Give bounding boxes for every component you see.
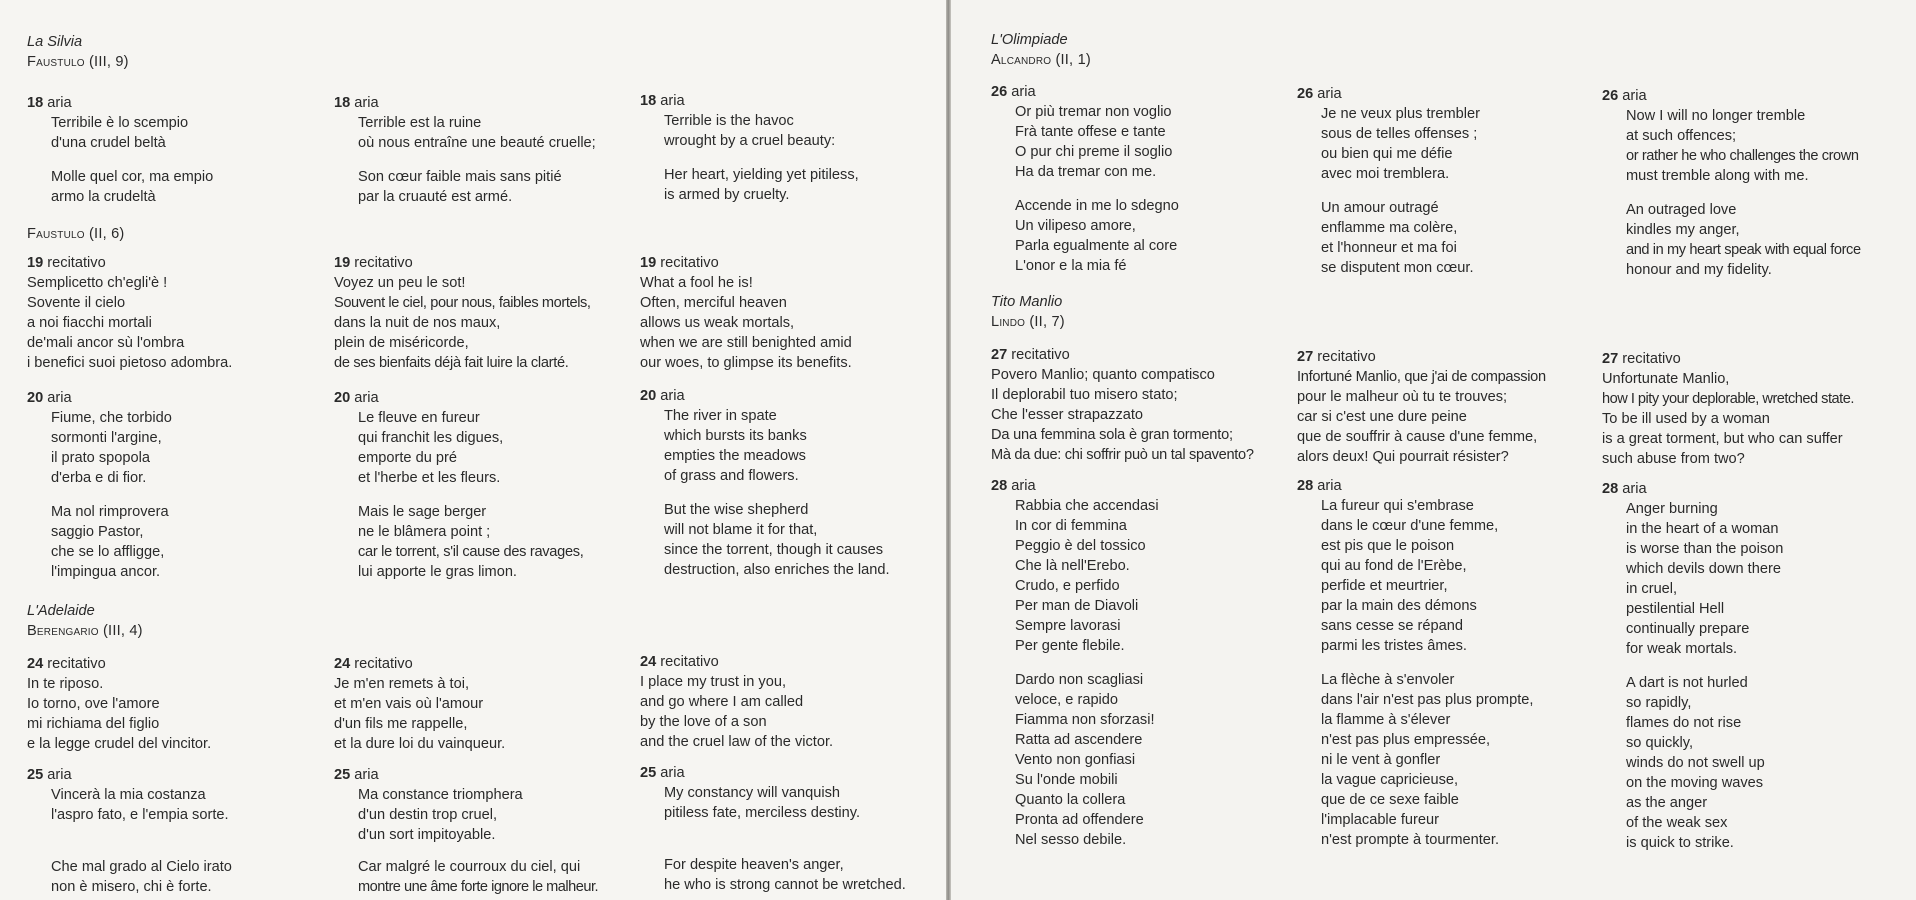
verse-line: de ses bienfaits déjà fait luire la clarté. [334, 355, 569, 371]
number-label: 18 [27, 95, 44, 111]
verse-line: l'impingua ancor. [51, 564, 161, 580]
verse-line: Che l'esser strapazzato [991, 407, 1144, 423]
verse-line: A dart is not hurled [1626, 675, 1748, 691]
verse-line: of grass and flowers. [664, 468, 799, 484]
number-25-aria [334, 765, 639, 845]
verse-line: pitiless fate, merciless destiny. [664, 805, 861, 821]
verse-line: Terrible est la ruine [358, 115, 482, 131]
verse-line: pestilential Hell [1626, 601, 1725, 617]
verse-line: n'est pas plus empressée, [1321, 732, 1491, 748]
verse-line: et l'honneur et ma foi [1321, 240, 1457, 256]
verse-line: et la dure loi du vainqueur. [334, 736, 506, 752]
verse-line: Car malgré le courroux du ciel, qui [358, 859, 581, 875]
number-27-recitativo [1297, 347, 1601, 467]
number-label: 24 [27, 656, 44, 672]
number-label: 26 [1297, 86, 1314, 102]
number-type: aria [1011, 478, 1036, 494]
verse-line: wrought by a cruel beauty: [664, 133, 836, 149]
number-27-recitativo [991, 345, 1291, 465]
section-la-silvia-header [27, 32, 327, 72]
verse-line: Mais le sage berger [358, 504, 487, 520]
verse-line: La fureur qui s'embrase [1321, 498, 1474, 514]
verse-line: Vento non gonfiasi [1015, 752, 1136, 768]
verse-line: by the love of a son [640, 714, 767, 730]
verse-line: Fiume, che torbido [51, 410, 172, 426]
verse-line: emporte du pré [358, 450, 457, 466]
number-25-aria-stanza-2 [640, 855, 940, 895]
number-type: aria [660, 93, 685, 109]
verse-line: sormonti l'argine, [51, 430, 162, 446]
verse-line: saggio Pastor, [51, 524, 144, 540]
verse-line: dans la nuit de nos maux, [334, 315, 501, 331]
number-type: aria [1622, 88, 1647, 104]
verse-line: is worse than the poison [1626, 541, 1784, 557]
verse-line: montre une âme forte ignore le malheur. [358, 879, 599, 895]
number-type: aria [660, 388, 685, 404]
verse-line: destruction, also enriches the land. [664, 562, 890, 578]
verse-line: What a fool he is! [640, 275, 753, 291]
verse-line: and the cruel law of the victor. [640, 734, 834, 750]
right-english-column [1602, 0, 1912, 900]
number-type: aria [660, 765, 685, 781]
number-20-aria [27, 388, 327, 582]
verse-line: e la legge crudel del vincitor. [27, 736, 212, 752]
verse-line: est pis que le poison [1321, 538, 1455, 554]
number-label: 18 [640, 93, 657, 109]
verse-line: dans le cœur d'une femme, [1321, 518, 1499, 534]
number-19-recitativo [640, 253, 940, 373]
verse-line: sous de telles offenses ; [1321, 126, 1478, 142]
verse-line: où nous entraîne une beauté cruelle; [358, 135, 596, 151]
verse-line: Su l'onde mobili [1015, 772, 1118, 788]
verse-line: et l'herbe et les fleurs. [358, 470, 501, 486]
number-28-aria [991, 476, 1291, 850]
verse-line: Povero Manlio; quanto compatisco [991, 367, 1215, 383]
number-label: 20 [27, 390, 44, 406]
verse-line: Son cœur faible mais sans pitié [358, 169, 562, 185]
verse-line: Fiamma non sforzasi! [1015, 712, 1155, 728]
character-label: Lindo (II, 7) [991, 314, 1065, 330]
section-l-adelaide-header [27, 601, 327, 641]
number-label: 25 [334, 767, 351, 783]
verse-line: our woes, to glimpse its benefits. [640, 355, 852, 371]
verse-line: In cor di femmina [1015, 518, 1127, 534]
verse-line: so rapidly, [1626, 695, 1692, 711]
verse-line: Rabbia che accendasi [1015, 498, 1159, 514]
number-type: recitativo [1622, 351, 1681, 367]
verse-line: d'un sort impitoyable. [358, 827, 496, 843]
verse-line: In te riposo. [27, 676, 104, 692]
verse-line: se disputent mon cœur. [1321, 260, 1474, 276]
right-french-column [1297, 0, 1601, 900]
verse-line: But the wise shepherd [664, 502, 809, 518]
verse-line: pour le malheur où tu te trouves; [1297, 389, 1508, 405]
left-french-column [334, 0, 639, 900]
verse-line: For despite heaven's anger, [664, 857, 844, 873]
number-27-recitativo [1602, 349, 1912, 469]
number-18-aria [27, 93, 327, 207]
verse-line: on the moving waves [1626, 775, 1764, 791]
number-type: recitativo [660, 255, 719, 271]
verse-line: for weak mortals. [1626, 641, 1738, 657]
verse-line: empties the meadows [664, 448, 806, 464]
verse-line: Ha da tremar con me. [1015, 164, 1157, 180]
verse-line: Per man de Diavoli [1015, 598, 1139, 614]
number-28-aria [1602, 479, 1912, 853]
number-label: 27 [1602, 351, 1619, 367]
verse-line: which devils down there [1626, 561, 1781, 577]
verse-line: d'un destin trop cruel, [358, 807, 498, 823]
verse-line: Ratta ad ascendere [1015, 732, 1143, 748]
verse-line: is quick to strike. [1626, 835, 1734, 851]
verse-line: perfide et meurtrier, [1321, 578, 1448, 594]
verse-line: veloce, e rapido [1015, 692, 1119, 708]
verse-line: continually prepare [1626, 621, 1750, 637]
character-label: Faustulo (III, 9) [27, 54, 129, 70]
number-label: 28 [1297, 478, 1314, 494]
verse-line: how I pity your deplorable, wretched state. [1602, 391, 1854, 407]
verse-line: Le fleuve en fureur [358, 410, 480, 426]
verse-line: Accende in me lo sdegno [1015, 198, 1179, 214]
verse-line: la flamme à s'élever [1321, 712, 1451, 728]
section-tito-manlio-header [991, 292, 1291, 332]
verse-line: mi richiama del figlio [27, 716, 160, 732]
number-label: 28 [991, 478, 1008, 494]
number-type: aria [1317, 86, 1342, 102]
verse-line: so quickly, [1626, 735, 1694, 751]
verse-line: ne le blâmera point ; [358, 524, 491, 540]
number-24-recitativo [640, 652, 940, 752]
opera-title: La Silvia [27, 34, 83, 50]
verse-line: honour and my fidelity. [1626, 262, 1772, 278]
verse-line: Parla egualmente al core [1015, 238, 1178, 254]
verse-line: Dardo non scagliasi [1015, 672, 1144, 688]
verse-line: Or più tremar non voglio [1015, 104, 1172, 120]
verse-line: enflamme ma colère, [1321, 220, 1458, 236]
verse-line: avec moi tremblera. [1321, 166, 1450, 182]
number-label: 19 [640, 255, 657, 271]
verse-line: is armed by cruelty. [664, 187, 790, 203]
number-label: 19 [27, 255, 44, 271]
number-type: recitativo [47, 656, 106, 672]
verse-line: a noi fiacchi mortali [27, 315, 152, 331]
verse-line: non è misero, chi è forte. [51, 879, 212, 895]
verse-line: winds do not swell up [1626, 755, 1765, 771]
number-24-recitativo [334, 654, 639, 754]
number-type: recitativo [354, 656, 413, 672]
number-type: aria [354, 95, 379, 111]
verse-line: flames do not rise [1626, 715, 1742, 731]
number-type: aria [1317, 478, 1342, 494]
verse-line: L'onor e la mia fé [1015, 258, 1127, 274]
verse-line: Semplicetto ch'egli'è ! [27, 275, 168, 291]
verse-line: ou bien qui me défie [1321, 146, 1453, 162]
number-28-aria [1297, 476, 1601, 850]
verse-line: d'un fils me rappelle, [334, 716, 468, 732]
verse-line: Unfortunate Manlio, [1602, 371, 1730, 387]
number-type: recitativo [1317, 349, 1376, 365]
number-label: 19 [334, 255, 351, 271]
number-label: 18 [334, 95, 351, 111]
number-18-aria [640, 91, 940, 205]
verse-line: Pronta ad offendere [1015, 812, 1144, 828]
number-label: 20 [334, 390, 351, 406]
verse-line: Je m'en remets à toi, [334, 676, 469, 692]
verse-line: Often, merciful heaven [640, 295, 787, 311]
verse-line: car si c'est une dure peine [1297, 409, 1467, 425]
character-label [27, 224, 327, 244]
verse-line: dans l'air n'est pas plus prompte, [1321, 692, 1534, 708]
verse-line: plein de miséricorde, [334, 335, 469, 351]
verse-line: Ma constance triomphera [358, 787, 523, 803]
verse-line: Il deplorabil tuo misero stato; [991, 387, 1178, 403]
number-label: 27 [1297, 349, 1314, 365]
verse-line: Je ne veux plus trembler [1321, 106, 1480, 122]
verse-line: Sovente il cielo [27, 295, 126, 311]
verse-line: Peggio è del tossico [1015, 538, 1146, 554]
verse-line: Voyez un peu le sot! [334, 275, 466, 291]
right-italian-column [991, 0, 1291, 900]
verse-line: since the torrent, though it causes [664, 542, 884, 558]
verse-line: Her heart, yielding yet pitiless, [664, 167, 859, 183]
verse-line: of the weak sex [1626, 815, 1728, 831]
verse-line: or rather he who challenges the crown [1626, 148, 1859, 164]
character-label: Berengario (III, 4) [27, 623, 143, 639]
number-type: recitativo [47, 255, 106, 271]
verse-line: lui apporte le gras limon. [358, 564, 517, 580]
verse-line: n'est prompte à tourmenter. [1321, 832, 1500, 848]
number-19-recitativo [27, 253, 327, 373]
number-26-aria [1602, 86, 1912, 280]
verse-line: d'una crudel beltà [51, 135, 166, 151]
number-25-aria-stanza-2 [27, 857, 327, 897]
verse-line: O pur chi preme il soglio [1015, 144, 1173, 160]
opera-title: L'Olimpiade [991, 32, 1068, 48]
verse-line: Che là nell'Erebo. [1015, 558, 1130, 574]
character-label: Alcandro (II, 1) [991, 52, 1091, 68]
number-25-aria [640, 763, 940, 823]
verse-line: Un amour outragé [1321, 200, 1439, 216]
verse-line: de'mali ancor sù l'ombra [27, 335, 185, 351]
verse-line: Infortuné Manlio, que j'ai de compassion [1297, 369, 1546, 385]
verse-line: must tremble along with me. [1626, 168, 1809, 184]
number-25-aria [27, 765, 327, 825]
verse-line: as the anger [1626, 795, 1708, 811]
number-20-aria [334, 388, 639, 582]
number-26-aria [991, 82, 1291, 276]
verse-line: Per gente flebile. [1015, 638, 1125, 654]
number-label: 27 [991, 347, 1008, 363]
verse-line: when we are still benighted amid [640, 335, 852, 351]
verse-line: in cruel, [1626, 581, 1678, 597]
verse-line: will not blame it for that, [664, 522, 818, 538]
verse-line: Vincerà la mia costanza [51, 787, 206, 803]
number-label: 25 [640, 765, 657, 781]
verse-line: I place my trust in you, [640, 674, 786, 690]
verse-line: l'implacable fureur [1321, 812, 1439, 828]
number-type: recitativo [354, 255, 413, 271]
verse-line: que de souffrir à cause d'une femme, [1297, 429, 1538, 445]
opera-title: L'Adelaide [27, 603, 95, 619]
verse-line: The river in spate [664, 408, 777, 424]
verse-line: par la cruauté est armé. [358, 189, 513, 205]
number-24-recitativo [27, 654, 327, 754]
verse-line: la vague capricieuse, [1321, 772, 1459, 788]
verse-line: To be ill used by a woman [1602, 411, 1770, 427]
number-18-aria [334, 93, 639, 207]
verse-line: Da una femmina sola è gran tormento; [991, 427, 1233, 443]
verse-line: allows us weak mortals, [640, 315, 795, 331]
number-type: aria [1622, 481, 1647, 497]
left-english-column [640, 0, 940, 900]
number-20-aria [640, 386, 940, 580]
verse-line: Frà tante offese e tante [1015, 124, 1166, 140]
verse-line: My constancy will vanquish [664, 785, 841, 801]
verse-line: qui franchit les digues, [358, 430, 504, 446]
number-19-recitativo [334, 253, 639, 373]
verse-line: in the heart of a woman [1626, 521, 1779, 537]
number-type: aria [354, 767, 379, 783]
verse-line: il prato spopola [51, 450, 150, 466]
verse-line: An outraged love [1626, 202, 1737, 218]
number-type: aria [354, 390, 379, 406]
verse-line: et m'en vais où l'amour [334, 696, 484, 712]
section-l-olimpiade-header [991, 30, 1291, 70]
verse-line: Crudo, e perfido [1015, 578, 1120, 594]
verse-line: and go where I am called [640, 694, 804, 710]
number-label: 25 [27, 767, 44, 783]
verse-line: i benefici suoi pietoso adombra. [27, 355, 233, 371]
verse-line: kindles my anger, [1626, 222, 1740, 238]
verse-line: Sempre lavorasi [1015, 618, 1121, 634]
number-label: 26 [1602, 88, 1619, 104]
number-label: 20 [640, 388, 657, 404]
verse-line: at such offences; [1626, 128, 1737, 144]
verse-line: Anger burning [1626, 501, 1718, 517]
character-name: Faustulo (II, 6) [27, 226, 125, 242]
verse-line: car le torrent, s'il cause des ravages, [358, 544, 584, 560]
verse-line: Now I will no longer tremble [1626, 108, 1806, 124]
number-label: 28 [1602, 481, 1619, 497]
verse-line: Mà da due: chi soffrir può un tal spavento? [991, 447, 1254, 463]
number-type: aria [47, 767, 72, 783]
verse-line: par la main des démons [1321, 598, 1477, 614]
verse-line: he who is strong cannot be wretched. [664, 877, 906, 893]
verse-line: Io torno, ove l'amore [27, 696, 160, 712]
number-type: recitativo [660, 654, 719, 670]
number-26-aria [1297, 84, 1601, 278]
verse-line: Molle quel cor, ma empio [51, 169, 214, 185]
verse-line: Un vilipeso amore, [1015, 218, 1136, 234]
verse-line: is a great torment, but who can suffer [1602, 431, 1843, 447]
verse-line: Terribile è lo scempio [51, 115, 189, 131]
number-type: aria [47, 390, 72, 406]
left-italian-column [27, 0, 327, 900]
verse-line: ni le vent à gonfler [1321, 752, 1441, 768]
number-label: 24 [640, 654, 657, 670]
number-type: recitativo [1011, 347, 1070, 363]
verse-line: Terrible is the havoc [664, 113, 794, 129]
verse-line: Nel sesso debile. [1015, 832, 1127, 848]
verse-line: d'erba e di fior. [51, 470, 147, 486]
number-25-aria-stanza-2 [334, 857, 639, 897]
verse-line: Souvent le ciel, pour nous, faibles mortels, [334, 295, 591, 311]
verse-line: armo la crudeltà [51, 189, 156, 205]
verse-line: and in my heart speak with equal force [1626, 242, 1861, 258]
verse-line: che se lo affligge, [51, 544, 165, 560]
verse-line: Che mal grado al Cielo irato [51, 859, 232, 875]
verse-line: qui au fond de l'Erèbe, [1321, 558, 1467, 574]
verse-line: Quanto la collera [1015, 792, 1126, 808]
number-type: aria [47, 95, 72, 111]
verse-line: which bursts its banks [664, 428, 807, 444]
verse-line: such abuse from two? [1602, 451, 1745, 467]
verse-line: que de ce sexe faible [1321, 792, 1459, 808]
verse-line: alors deux! Qui pourrait résister? [1297, 449, 1509, 465]
verse-line: Ma nol rimprovera [51, 504, 169, 520]
number-type: aria [1011, 84, 1036, 100]
opera-title: Tito Manlio [991, 294, 1063, 310]
number-label: 26 [991, 84, 1008, 100]
verse-line: l'aspro fato, e l'empia sorte. [51, 807, 229, 823]
verse-line: sans cesse se répand [1321, 618, 1463, 634]
number-label: 24 [334, 656, 351, 672]
verse-line: parmi les tristes âmes. [1321, 638, 1467, 654]
verse-line: La flèche à s'envoler [1321, 672, 1455, 688]
